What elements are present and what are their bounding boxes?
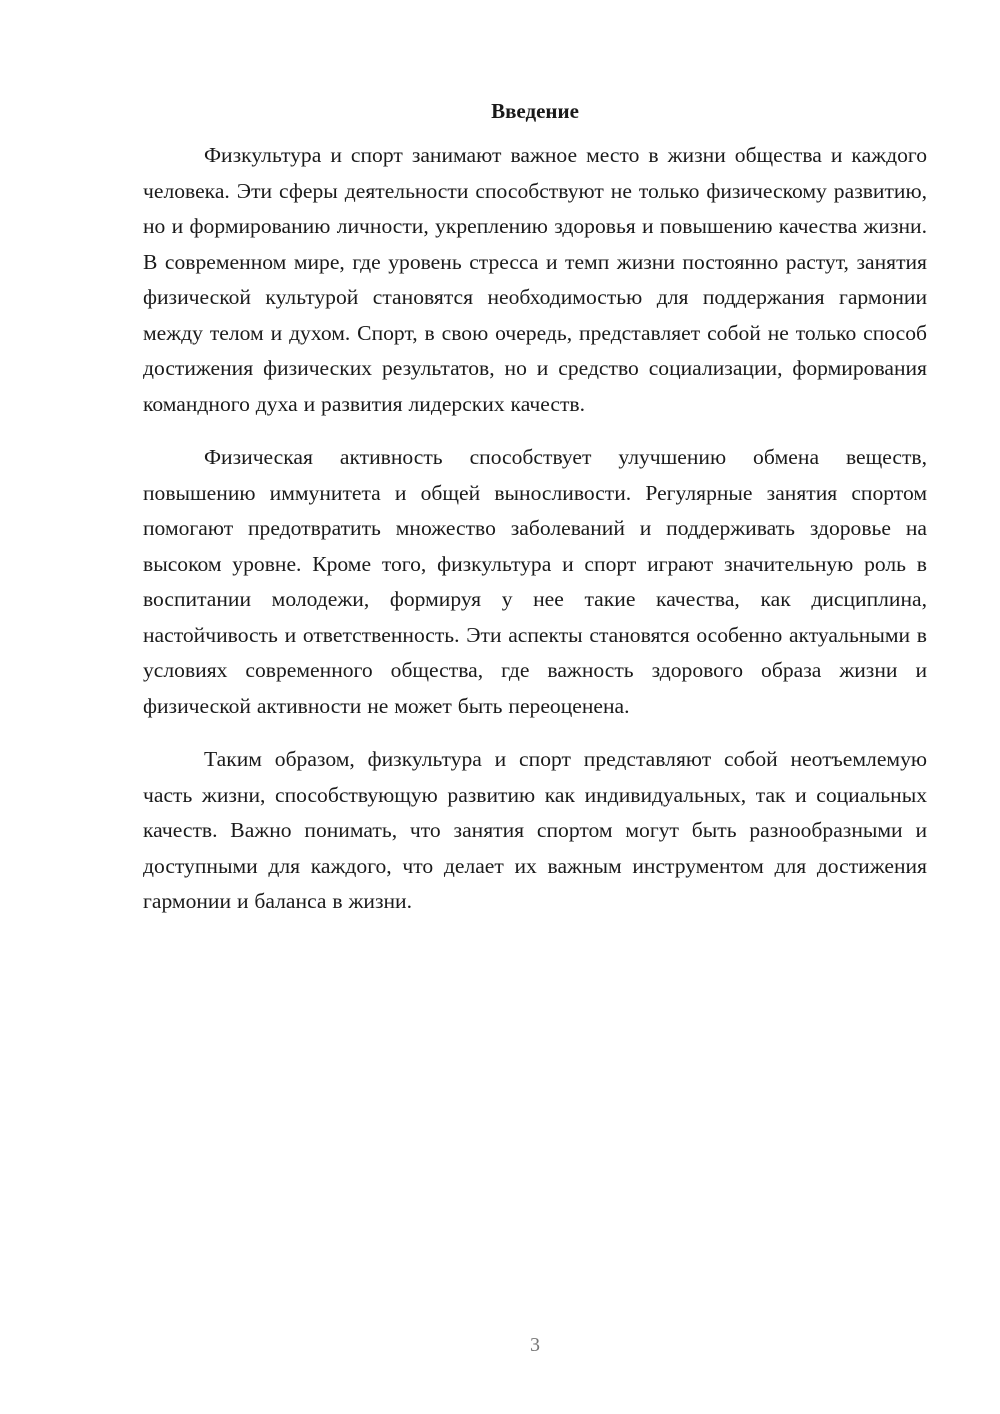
paragraph-3: Таким образом, физкультура и спорт представляют собой неотъемлемую часть жизни, способствующую развитию как индивидуальных, так и социальных качеств. Важно понимать, что занятия спортом могут быть разнообразными и доступными для каждого, что делает их важным инструментом для достижения гармонии и баланса в жизни. xyxy=(143,747,927,913)
paragraph-2: Физическая активность способствует улучшению обмена веществ, повышению иммунитета и общей выносливости. Регулярные занятия спортом помогают предотвратить множество заболеваний и поддерживать здоровье на высоком уровне. Кроме того, физкультура и спорт играют значительную роль в воспитании молодежи, формируя у нее такие качества, как дисциплина, настойчивость и ответственность. Эти аспекты становятся особенно актуальными в условиях современного общества, где важность здорового образа жизни и физической активности не может быть переоценена. xyxy=(143,445,927,718)
page-number: 3 xyxy=(530,1334,540,1356)
paragraph-1: Физкультура и спорт занимают важное место в жизни общества и каждого человека. Эти сферы деятельности способствуют не только физическому развитию, но и формированию личности, укреплению здоровья и повышению качества жизни. В современном мире, где уровень стресса и темп жизни постоянно растут, занятия физической культурой становятся необходимостью для поддержания гармонии между телом и духом. Спорт, в свою очередь, представляет собой не только способ достижения физических результатов, но и средство социализации, формирования командного духа и развития лидерских качеств. xyxy=(143,143,927,416)
section-title: Введение xyxy=(491,99,579,123)
page-content xyxy=(143,93,927,938)
